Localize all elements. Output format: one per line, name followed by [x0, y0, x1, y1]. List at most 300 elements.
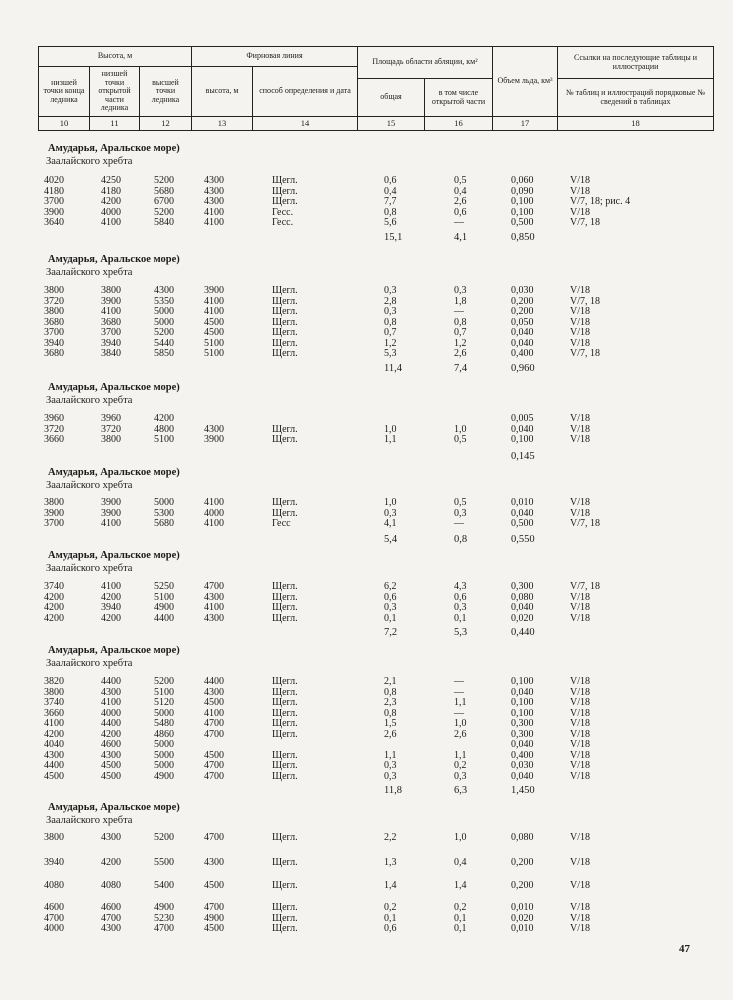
table-cell: 0,7	[384, 327, 397, 338]
table-cell: 3700	[101, 327, 121, 338]
table-cell: Щегл.	[272, 327, 298, 338]
table-cell: V/18	[570, 327, 590, 338]
table-cell: 4200	[101, 857, 121, 868]
table-cell: 5300	[154, 507, 174, 519]
table-cell: 4300	[154, 285, 174, 296]
table-cell: 0,040	[511, 739, 534, 750]
table-cell: 4500	[101, 760, 121, 771]
table-cell: 4200	[44, 612, 64, 624]
table-cell: V/18	[570, 175, 590, 186]
table-cell: 0,300	[511, 581, 534, 592]
table-cell: 4500	[204, 880, 224, 891]
col-method-header: способ определения и дата	[253, 67, 358, 117]
table-cell: 3900	[204, 434, 224, 445]
table-cell: V/7, 18; рис. 4	[570, 196, 631, 207]
total-cell: 15,1	[384, 232, 403, 243]
table-cell: 0,3	[454, 507, 467, 519]
table-cell: 3660	[44, 434, 64, 445]
table-cell: 4100	[44, 718, 64, 729]
table-cell: 5000	[154, 739, 174, 750]
table-cell: 5480	[154, 718, 174, 729]
table-cell: 5250	[154, 581, 174, 592]
section-subtitle: Заалайского хребта	[46, 480, 133, 491]
table-cell: 4300	[204, 857, 224, 868]
table-cell: 0,005	[511, 413, 534, 424]
table-cell: 0,040	[511, 327, 534, 338]
table-cell: 4300	[204, 175, 224, 186]
table-cell: Щегл.	[272, 185, 298, 197]
table-cell: V/18	[570, 285, 590, 296]
table-cell: 0,200	[511, 306, 534, 317]
table-cell: 5100	[154, 434, 174, 445]
column-number: 10	[39, 117, 90, 131]
table-cell: 4900	[204, 912, 224, 924]
section-title: Амударья, Аральское море)	[48, 550, 180, 561]
column-numbers-row	[39, 117, 714, 131]
table-cell: 0,3	[384, 602, 397, 613]
table-cell: 0,020	[511, 612, 534, 624]
table-cell: Щегл.	[272, 306, 298, 317]
table-cell: 0,3	[454, 770, 467, 782]
table-cell: 0,6	[454, 591, 467, 603]
table-cell: Щегл.	[272, 196, 298, 207]
table-cell: 4860	[154, 728, 174, 740]
table-cell: 3800	[44, 285, 64, 296]
table-cell: 4300	[101, 923, 121, 934]
table-cell: 3900	[101, 507, 121, 519]
col-lowest-open-header: низшей точки открытой части ледника	[90, 67, 140, 117]
table-cell: 4100	[204, 217, 224, 228]
table-cell: 0,200	[511, 857, 534, 868]
table-cell: 1,0	[384, 423, 397, 435]
table-cell: 0,500	[511, 518, 534, 529]
table-cell: 4100	[101, 581, 121, 592]
table-cell: V/18	[570, 591, 590, 603]
total-cell: 0,8	[454, 534, 468, 545]
table-cell: 5,6	[384, 217, 397, 228]
table-cell: 4000	[101, 707, 121, 719]
table-cell: V/18	[570, 880, 590, 891]
table-cell: V/18	[570, 423, 590, 435]
table-cell: 4100	[204, 206, 224, 218]
table-cell: 0,050	[511, 316, 534, 328]
table-cell: 0,020	[511, 912, 534, 924]
table-cell: 4400	[101, 718, 121, 729]
table-cell: 0,8	[454, 316, 467, 328]
table-cell: 0,060	[511, 175, 534, 186]
table-cell: 3740	[44, 697, 64, 708]
total-cell: 0,960	[511, 363, 535, 374]
table-cell: 0,3	[384, 760, 397, 771]
table-cell: 0,2	[454, 902, 467, 913]
table-cell: 4250	[101, 175, 121, 186]
table-cell: 5680	[154, 518, 174, 529]
table-cell: Щегл.	[272, 423, 298, 435]
table-cell: 4100	[204, 497, 224, 508]
table-cell: 5200	[154, 327, 174, 338]
table-cell: 0,040	[511, 423, 534, 435]
table-cell: 0,040	[511, 337, 534, 349]
table-cell: 5350	[154, 295, 174, 307]
table-cell: 0,6	[384, 591, 397, 603]
table-cell: 4300	[44, 749, 64, 761]
table-cell: —	[454, 518, 464, 529]
table-cell: 4,3	[454, 581, 467, 592]
total-cell: 6,3	[454, 785, 468, 796]
table-cell: 6700	[154, 196, 174, 207]
table-cell: 0,8	[384, 686, 397, 698]
section-subtitle: Заалайского хребта	[46, 815, 133, 826]
table-cell: 0,3	[454, 285, 467, 296]
table-cell: Щегл.	[272, 175, 298, 186]
table-cell: 4700	[204, 581, 224, 592]
table-cell: Щегл.	[272, 434, 298, 445]
table-cell: 5000	[154, 316, 174, 328]
table-cell: 2,2	[384, 832, 397, 843]
table-cell: 4080	[101, 880, 121, 891]
table-cell: Щегл.	[272, 832, 298, 843]
table-cell: 1,2	[454, 337, 467, 349]
table-cell: 4200	[101, 728, 121, 740]
table-cell: 0,400	[511, 749, 534, 761]
table-cell: 0,100	[511, 676, 534, 687]
table-cell: Щегл.	[272, 880, 298, 891]
table-cell: 4900	[154, 902, 174, 913]
table-cell: 0,8	[384, 707, 397, 719]
table-cell: 1,0	[454, 832, 467, 843]
table-cell: 6,2	[384, 581, 397, 592]
table-cell: 3680	[101, 316, 121, 328]
table-cell: 0,5	[454, 434, 467, 445]
table-cell: V/7, 18	[570, 348, 600, 359]
table-cell: Щегл.	[272, 295, 298, 307]
table-cell: 4100	[101, 697, 121, 708]
table-cell: Щегл.	[272, 718, 298, 729]
table-cell: 3720	[44, 295, 64, 307]
table-cell: V/18	[570, 686, 590, 698]
table-cell: 3800	[44, 686, 64, 698]
table-cell: Щегл.	[272, 591, 298, 603]
table-cell: 0,010	[511, 902, 534, 913]
table-cell: V/18	[570, 507, 590, 519]
table-cell: 0,030	[511, 760, 534, 771]
table-cell: 0,4	[454, 185, 467, 197]
table-cell: V/18	[570, 770, 590, 782]
table-cell: 4020	[44, 175, 64, 186]
table-cell: 1,0	[454, 718, 467, 729]
table-cell: 1,1	[454, 749, 467, 761]
section-title: Амударья, Аральское море)	[48, 645, 180, 656]
table-cell: 3800	[101, 285, 121, 296]
table-cell: 4100	[101, 217, 121, 228]
table-cell: 1,0	[454, 423, 467, 435]
table-cell: V/18	[570, 923, 590, 934]
table-cell: Щегл.	[272, 923, 298, 934]
table-cell: 7,7	[384, 196, 397, 207]
table-cell: 4400	[101, 676, 121, 687]
table-cell: 3900	[44, 206, 64, 218]
column-number: 13	[192, 117, 253, 131]
table-cell: 5100	[204, 348, 224, 359]
table-cell: 0,100	[511, 707, 534, 719]
table-cell: 0,400	[511, 348, 534, 359]
table-cell: 4000	[101, 206, 121, 218]
table-cell: 4700	[101, 912, 121, 924]
table-cell: V/18	[570, 707, 590, 719]
table-cell: Щегл.	[272, 337, 298, 349]
column-number: 14	[253, 117, 358, 131]
table-cell: 3900	[204, 285, 224, 296]
table-cell: 0,4	[384, 185, 397, 197]
table-cell: 0,1	[454, 923, 467, 934]
table-cell: Щегл.	[272, 857, 298, 868]
table-cell: 4700	[204, 760, 224, 771]
table-cell: V/18	[570, 912, 590, 924]
table-cell: Гесс.	[272, 206, 294, 218]
col-highest-header: высшей точки ледника	[140, 67, 192, 117]
table-cell: Щегл.	[272, 902, 298, 913]
total-cell: 0,550	[511, 534, 535, 545]
table-cell: 5000	[154, 749, 174, 761]
table-cell: 3640	[44, 217, 64, 228]
table-cell: 4200	[44, 591, 64, 603]
table-cell: V/18	[570, 760, 590, 771]
total-cell: 5,3	[454, 627, 468, 638]
table-cell: V/18	[570, 306, 590, 317]
table-cell: 3800	[44, 306, 64, 317]
table-cell: 3900	[44, 507, 64, 519]
table-cell: 5000	[154, 306, 174, 317]
table-cell: 4300	[101, 832, 121, 843]
table-cell: 0,7	[454, 327, 467, 338]
table-cell: 4040	[44, 739, 64, 750]
table-cell: 4700	[204, 770, 224, 782]
table-cell: 4300	[204, 612, 224, 624]
table-cell: 4100	[204, 306, 224, 317]
table-cell: 3700	[44, 196, 64, 207]
table-cell: 3720	[101, 423, 121, 435]
table-cell: 4800	[154, 423, 174, 435]
column-number: 15	[358, 117, 425, 131]
table-cell: 0,5	[454, 497, 467, 508]
col-firn-height-header: высота, м	[192, 67, 253, 117]
table-cell: 4700	[154, 923, 174, 934]
table-cell: 4300	[204, 196, 224, 207]
table-cell: 0,6	[384, 923, 397, 934]
table-cell: V/18	[570, 902, 590, 913]
table-cell: —	[454, 217, 464, 228]
table-cell: 4200	[44, 728, 64, 740]
table-cell: 4300	[204, 423, 224, 435]
table-cell: Щегл.	[272, 581, 298, 592]
table-cell: 5100	[154, 686, 174, 698]
table-cell: Гесс.	[272, 217, 294, 228]
table-cell: 5400	[154, 880, 174, 891]
table-cell: —	[454, 306, 464, 317]
table-cell: V/18	[570, 739, 590, 750]
table-cell: V/18	[570, 718, 590, 729]
table-cell: 2,6	[454, 728, 467, 740]
section-title: Амударья, Аральское море)	[48, 143, 180, 154]
table-cell: 0,8	[384, 206, 397, 218]
total-cell: 0,850	[511, 232, 535, 243]
col-total-header: общая	[358, 79, 425, 117]
table-cell: Гесс	[272, 518, 291, 529]
table-cell: 4200	[101, 612, 121, 624]
table-cell: V/18	[570, 612, 590, 624]
table-cell: 0,300	[511, 728, 534, 740]
table-cell: 4300	[204, 686, 224, 698]
table-cell: V/7, 18	[570, 581, 600, 592]
table-cell: V/18	[570, 676, 590, 687]
table-cell: 3960	[44, 413, 64, 424]
column-number: 17	[493, 117, 558, 131]
table-cell: V/18	[570, 602, 590, 613]
table-cell: 2,6	[454, 196, 467, 207]
table-cell: 2,1	[384, 676, 397, 687]
table-cell: 4500	[204, 697, 224, 708]
table-cell: 4500	[204, 327, 224, 338]
table-cell: Щегл.	[272, 686, 298, 698]
table-cell: 3680	[44, 348, 64, 359]
table-cell: 1,1	[384, 434, 397, 445]
table-cell: V/18	[570, 185, 590, 197]
total-cell: 7,4	[454, 363, 468, 374]
table-cell: 0,030	[511, 285, 534, 296]
table-cell: 1,5	[384, 718, 397, 729]
table-cell: 4200	[101, 196, 121, 207]
table-cell: 4900	[154, 770, 174, 782]
table-cell: Щегл.	[272, 912, 298, 924]
table-cell: 0,040	[511, 602, 534, 613]
section-subtitle: Заалайского хребта	[46, 658, 133, 669]
table-cell: V/7, 18	[570, 295, 600, 307]
table-cell: 4100	[101, 518, 121, 529]
table-cell: 1,0	[384, 497, 397, 508]
table-cell: 4080	[44, 880, 64, 891]
section-title: Амударья, Аральское море)	[48, 802, 180, 813]
table-cell: 4100	[204, 295, 224, 307]
table-cell: 4180	[44, 185, 64, 197]
table-cell: Щегл.	[272, 316, 298, 328]
table-cell: 0,1	[384, 612, 397, 624]
table-cell: 5100	[154, 591, 174, 603]
table-cell: Щегл.	[272, 285, 298, 296]
table-cell: V/18	[570, 832, 590, 843]
table-cell: 1,4	[384, 880, 397, 891]
table-cell: 2,3	[384, 697, 397, 708]
table-cell: 0,100	[511, 697, 534, 708]
table-cell: 1,1	[384, 749, 397, 761]
table-cell: 4500	[204, 316, 224, 328]
column-number: 18	[558, 117, 714, 131]
section-subtitle: Заалайского хребта	[46, 156, 133, 167]
table-cell: 4600	[101, 739, 121, 750]
table-cell: 0,100	[511, 206, 534, 218]
table-cell: 4400	[154, 612, 174, 624]
table-cell: Щегл.	[272, 602, 298, 613]
table-cell: 3800	[101, 434, 121, 445]
table-cell: 4300	[204, 185, 224, 197]
table-cell: 4100	[101, 306, 121, 317]
table-cell: V/18	[570, 337, 590, 349]
table-cell: 4700	[204, 902, 224, 913]
table-cell: V/18	[570, 697, 590, 708]
table-cell: 0,090	[511, 185, 534, 197]
table-cell: 0,200	[511, 295, 534, 307]
table-cell: 4500	[204, 749, 224, 761]
table-cell: 3840	[101, 348, 121, 359]
table-cell: 4000	[204, 507, 224, 519]
table-cell: 1,8	[454, 295, 467, 307]
table-cell: 4100	[204, 707, 224, 719]
table-header	[38, 46, 714, 131]
table-cell: Щегл.	[272, 348, 298, 359]
section-title: Амударья, Аральское море)	[48, 467, 180, 478]
table-cell: Щегл.	[272, 760, 298, 771]
table-cell: 3720	[44, 423, 64, 435]
table-cell: 4300	[101, 749, 121, 761]
table-cell: V/18	[570, 749, 590, 761]
column-number: 16	[425, 117, 493, 131]
table-cell: 0,040	[511, 686, 534, 698]
col-open-header: в том числе открытой части	[425, 79, 493, 117]
table-cell: 1,1	[454, 697, 467, 708]
total-cell: 11,8	[384, 785, 402, 796]
total-cell: 5,4	[384, 534, 398, 545]
table-cell: 3700	[44, 327, 64, 338]
table-cell: 5000	[154, 760, 174, 771]
table-cell: 0,500	[511, 217, 534, 228]
table-cell: V/18	[570, 206, 590, 218]
table-cell: 5230	[154, 912, 174, 924]
total-cell: 0,440	[511, 627, 535, 638]
table-cell: 0,3	[384, 507, 397, 519]
table-cell: 0,1	[454, 612, 467, 624]
table-cell: Щегл.	[272, 749, 298, 761]
total-cell: 11,4	[384, 363, 402, 374]
table-cell: 3680	[44, 316, 64, 328]
table-cell: 4200	[44, 602, 64, 613]
table-cell: Щегл.	[272, 728, 298, 740]
table-cell: 0,3	[384, 770, 397, 782]
table-cell: 2,6	[454, 348, 467, 359]
table-cell: 1,2	[384, 337, 397, 349]
table-cell: 3740	[44, 581, 64, 592]
table-cell: 4600	[101, 902, 121, 913]
table-cell: Щегл.	[272, 507, 298, 519]
table-cell: 4700	[44, 912, 64, 924]
table-cell: 4180	[101, 185, 121, 197]
table-cell: 4700	[204, 832, 224, 843]
table-cell: 5000	[154, 707, 174, 719]
table-cell: 0,3	[384, 306, 397, 317]
section-subtitle: Заалайского хребта	[46, 395, 133, 406]
col-refs-header: № таблиц и иллюстраций порядковые № сведений в таблицах	[558, 79, 714, 117]
table-cell: V/18	[570, 857, 590, 868]
table-cell: 0,1	[384, 912, 397, 924]
table-cell: 3940	[101, 337, 121, 349]
table-cell: 4200	[154, 413, 174, 424]
table-cell: 5840	[154, 217, 174, 228]
page-number: 47	[679, 943, 690, 955]
table-cell: 3800	[44, 832, 64, 843]
table-cell: 1,3	[384, 857, 397, 868]
table-cell: 5000	[154, 497, 174, 508]
table-cell: 0,080	[511, 832, 534, 843]
table-cell: 0,4	[454, 857, 467, 868]
group-firn-header: Фирновая линия	[192, 47, 358, 67]
